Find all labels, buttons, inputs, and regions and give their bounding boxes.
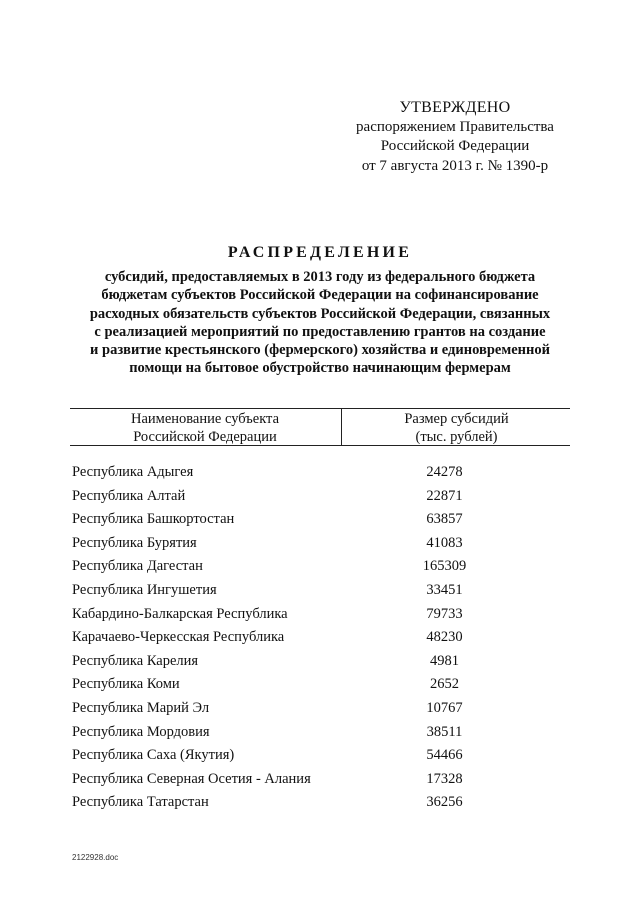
- document-subtitle: [70, 268, 570, 378]
- table-row: [72, 721, 572, 745]
- table-row: [72, 579, 572, 603]
- table-row: [72, 626, 572, 650]
- subsidy-value: 79733: [426, 605, 463, 622]
- table-row: [72, 697, 572, 721]
- header-subject-name-line-2: Российской Федерации: [133, 429, 277, 445]
- table-row: [72, 555, 572, 579]
- subsidy-value: 36256: [426, 794, 463, 811]
- table-column-separator: [341, 408, 342, 445]
- subject-name: Карачаево-Черкесская Республика: [72, 629, 285, 646]
- document-file-id: 2122928.doc: [72, 853, 119, 862]
- subject-name: Республика Карелия: [72, 652, 199, 669]
- subtitle-line: с реализацией мероприятий по предоставлению грантов на создание: [94, 323, 546, 340]
- approval-block: [320, 98, 590, 176]
- approval-heading: УТВЕРЖДЕНО: [399, 99, 511, 116]
- subject-name: Республика Бурятия: [72, 534, 197, 551]
- header-subject-name: [70, 410, 340, 446]
- subsidy-value: 2652: [430, 676, 459, 693]
- table-row: [72, 532, 572, 556]
- subsidy-value: 63857: [426, 511, 463, 528]
- subsidy-value: 54466: [426, 747, 463, 764]
- subject-name: Республика Башкортостан: [72, 511, 235, 528]
- subsidy-value: 17328: [426, 770, 463, 787]
- approval-line-2: Российской Федерации: [380, 138, 530, 154]
- subtitle-line: помощи на бытовое обустройство начинающим фермерам: [129, 360, 511, 377]
- approval-line-3: от 7 августа 2013 г. № 1390-р: [361, 157, 549, 174]
- subject-name: Республика Северная Осетия - Алания: [72, 770, 311, 787]
- subject-name: Республика Коми: [72, 676, 180, 693]
- header-subsidy-size-line-2: (тыс. рублей): [415, 429, 498, 445]
- header-subject-name-line-1: Наименование субъекта: [130, 411, 280, 427]
- subsidy-value: 4981: [430, 652, 459, 669]
- subsidy-value: 38511: [426, 723, 463, 740]
- table-row: [72, 603, 572, 627]
- table-row: [72, 485, 572, 509]
- table-top-rule: [70, 408, 570, 409]
- subject-name: Республика Адыгея: [72, 464, 194, 480]
- table-row: [72, 744, 572, 768]
- subsidy-value: 48230: [426, 629, 463, 646]
- subject-name: Республика Мордовия: [72, 723, 210, 740]
- subtitle-line: расходных обязательств субъектов Российской Федерации, связанных: [89, 305, 551, 322]
- subtitle-line: субсидий, предоставляемых в 2013 году из федерального бюджета: [104, 269, 536, 285]
- subsidy-value: 33451: [426, 581, 463, 598]
- header-subsidy-size-line-1: Размер субсидий: [404, 411, 509, 427]
- subject-name: Республика Марий Эл: [72, 699, 210, 716]
- table-row: [72, 508, 572, 532]
- header-subsidy-size: [343, 410, 570, 446]
- table-row: [72, 461, 572, 485]
- subsidy-value: 165309: [422, 558, 467, 575]
- subsidy-value: 22871: [426, 487, 463, 504]
- subsidy-value: 10767: [426, 699, 463, 716]
- document-title: РАСПРЕДЕЛЕНИЕ: [227, 244, 413, 261]
- approval-line-1: распоряжением Правительства: [356, 118, 554, 135]
- table-row: [72, 791, 572, 815]
- table-row: [72, 650, 572, 674]
- subject-name: Кабардино-Балкарская Республика: [72, 605, 288, 622]
- subsidy-value: 24278: [426, 464, 463, 480]
- table-row: [72, 673, 572, 697]
- table-body: [72, 461, 572, 815]
- subject-name: Республика Алтай: [72, 487, 186, 504]
- subsidy-value: 41083: [426, 534, 463, 551]
- subject-name: Республика Татарстан: [72, 794, 209, 811]
- subject-name: Республика Дагестан: [72, 558, 203, 575]
- subject-name: Республика Ингушетия: [72, 581, 217, 598]
- table-row: [72, 768, 572, 792]
- subtitle-line: бюджетам субъектов Российской Федерации на софинансирование: [101, 287, 539, 304]
- subtitle-line: и развитие крестьянского (фермерского) хозяйства и единовременной: [90, 342, 550, 359]
- subject-name: Республика Саха (Якутия): [72, 747, 235, 764]
